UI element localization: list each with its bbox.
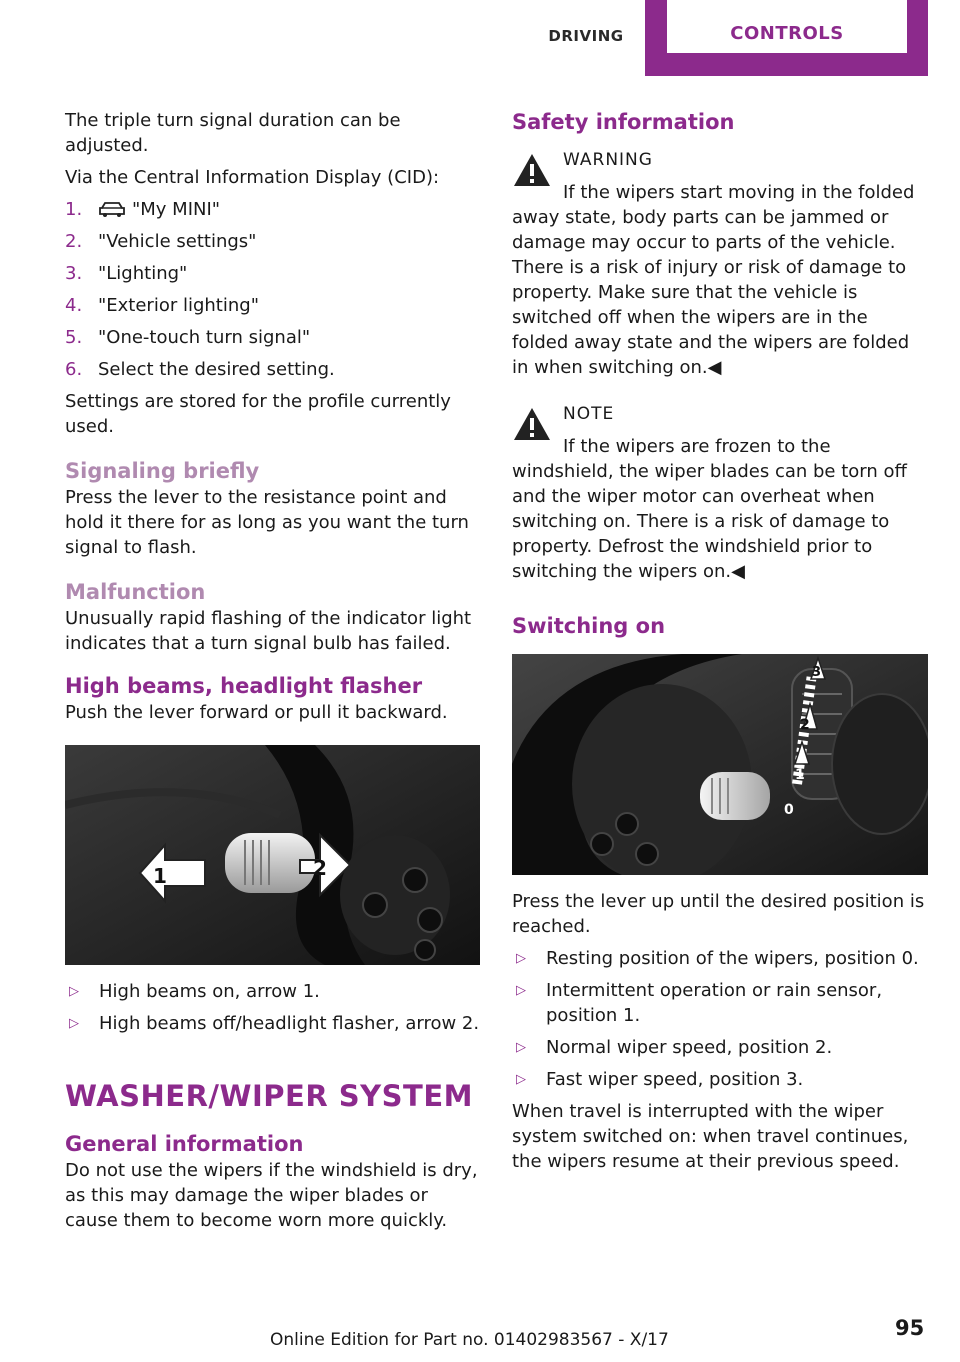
warning-label: WARNING xyxy=(563,150,653,170)
position-2-label: 2 xyxy=(800,717,810,733)
general-info-heading: General information xyxy=(65,1132,304,1156)
note-text: If the wipers are frozen to the windshield, the wiper blades can be torn off and the wiper motor can overheat when switching on. There is a risk of damage to property. Defrost the windshield prior to switching the wipers on.◀ xyxy=(512,436,907,582)
washer-wiper-heading: WASHER/WIPER SYSTEM xyxy=(65,1079,474,1113)
travel-text: When travel is interrupted with the wiper system switched on: when travel continues, the wipers resume at their previous speed. xyxy=(512,1101,909,1172)
intro-text-1: The triple turn signal duration can be adjusted. xyxy=(65,110,401,156)
cid-steps-list xyxy=(65,197,480,382)
triangle-bullet-icon: ▷ xyxy=(69,1016,79,1031)
list-item: ▷ Normal wiper speed, position 2. xyxy=(516,1037,833,1058)
tab-driving[interactable] xyxy=(528,0,644,76)
list-item: 6. Select the desired setting. xyxy=(65,359,335,380)
list-item: 5. "One-touch turn signal" xyxy=(65,327,311,348)
warning-text: If the wipers start moving in the folded away state, body parts can be jammed or damage may occur to parts of the vehicle. There is a risk of injury or risk of damage to property. Make sure that the vehicle is switched off when the wipers are in the folded away state and the wipers are folded in when switching on.◀ xyxy=(512,182,915,378)
intro-text-2: Via the Central Information Display (CID): xyxy=(65,167,440,188)
settings-note: Settings are stored for the profile currently used. xyxy=(65,391,451,437)
list-item: ▷ Fast wiper speed, position 3. xyxy=(516,1069,804,1090)
list-item: ▷ Intermittent operation or rain sensor, position 1. xyxy=(516,980,883,1026)
position-3-label: 3 xyxy=(812,665,822,680)
list-item: ▷ High beams off/headlight flasher, arrow 2. xyxy=(69,1013,480,1034)
note-label: NOTE xyxy=(563,404,615,424)
highbeam-text: Push the lever forward or pull it backward. xyxy=(65,702,448,723)
page-number: 95 xyxy=(895,1316,925,1340)
tab-controls[interactable] xyxy=(645,0,928,76)
tab-controls-label: CONTROLS xyxy=(730,23,844,44)
warning-block xyxy=(512,148,928,380)
arrow-2-label: 2 xyxy=(313,856,327,880)
tab-driving-label: DRIVING xyxy=(548,27,624,45)
arrow-1-label: 1 xyxy=(153,864,167,888)
triangle-bullet-icon: ▷ xyxy=(516,1072,526,1087)
switching-heading: Switching on xyxy=(512,614,666,638)
list-item: ▷ Resting position of the wipers, position 0. xyxy=(516,948,919,969)
position-0-label: 0 xyxy=(784,802,794,818)
malfunction-text: Unusually rapid flashing of the indicator light indicates that a turn signal bulb has failed. xyxy=(65,608,472,654)
highbeam-lever-illustration xyxy=(65,745,480,965)
safety-heading: Safety information xyxy=(512,110,735,134)
list-item: 3. "Lighting" xyxy=(65,263,188,284)
right-column xyxy=(512,108,928,1181)
warning-triangle-icon xyxy=(512,152,552,188)
note-block xyxy=(512,402,928,584)
left-column xyxy=(65,108,480,1240)
triangle-bullet-icon: ▷ xyxy=(516,951,526,966)
triangle-bullet-icon: ▷ xyxy=(516,1040,526,1055)
highbeam-heading: High beams, headlight flasher xyxy=(65,674,423,698)
triangle-bullet-icon: ▷ xyxy=(69,984,79,999)
list-item: 4. "Exterior lighting" xyxy=(65,295,259,316)
general-info-text: Do not use the wipers if the windshield is dry, as this may damage the wiper blades or cause them to become worn more quickly. xyxy=(65,1160,478,1231)
wiper-lever-photo xyxy=(512,654,928,875)
wiper-positions-list xyxy=(512,946,928,1092)
list-item: 1. "My MINI" xyxy=(65,199,221,220)
highbeam-lever-photo xyxy=(65,745,480,965)
warning-triangle-icon xyxy=(512,406,552,442)
position-1-label: 1 xyxy=(795,767,805,783)
wiper-lever-illustration xyxy=(512,654,928,875)
triangle-bullet-icon: ▷ xyxy=(516,983,526,998)
malfunction-heading: Malfunction xyxy=(65,580,206,604)
switching-text: Press the lever up until the desired position is reached. xyxy=(512,891,925,937)
list-item: 2. "Vehicle settings" xyxy=(65,231,257,252)
highbeam-list xyxy=(65,979,480,1036)
footer-edition: Online Edition for Part no. 01402983567 - X/17 xyxy=(270,1330,669,1350)
signaling-text: Press the lever to the resistance point and hold it there for as long as you want the turn signal to flash. xyxy=(65,487,469,558)
my-mini-car-icon xyxy=(98,200,126,218)
signaling-heading: Signaling briefly xyxy=(65,459,260,483)
list-item: ▷ High beams on, arrow 1. xyxy=(69,981,320,1002)
